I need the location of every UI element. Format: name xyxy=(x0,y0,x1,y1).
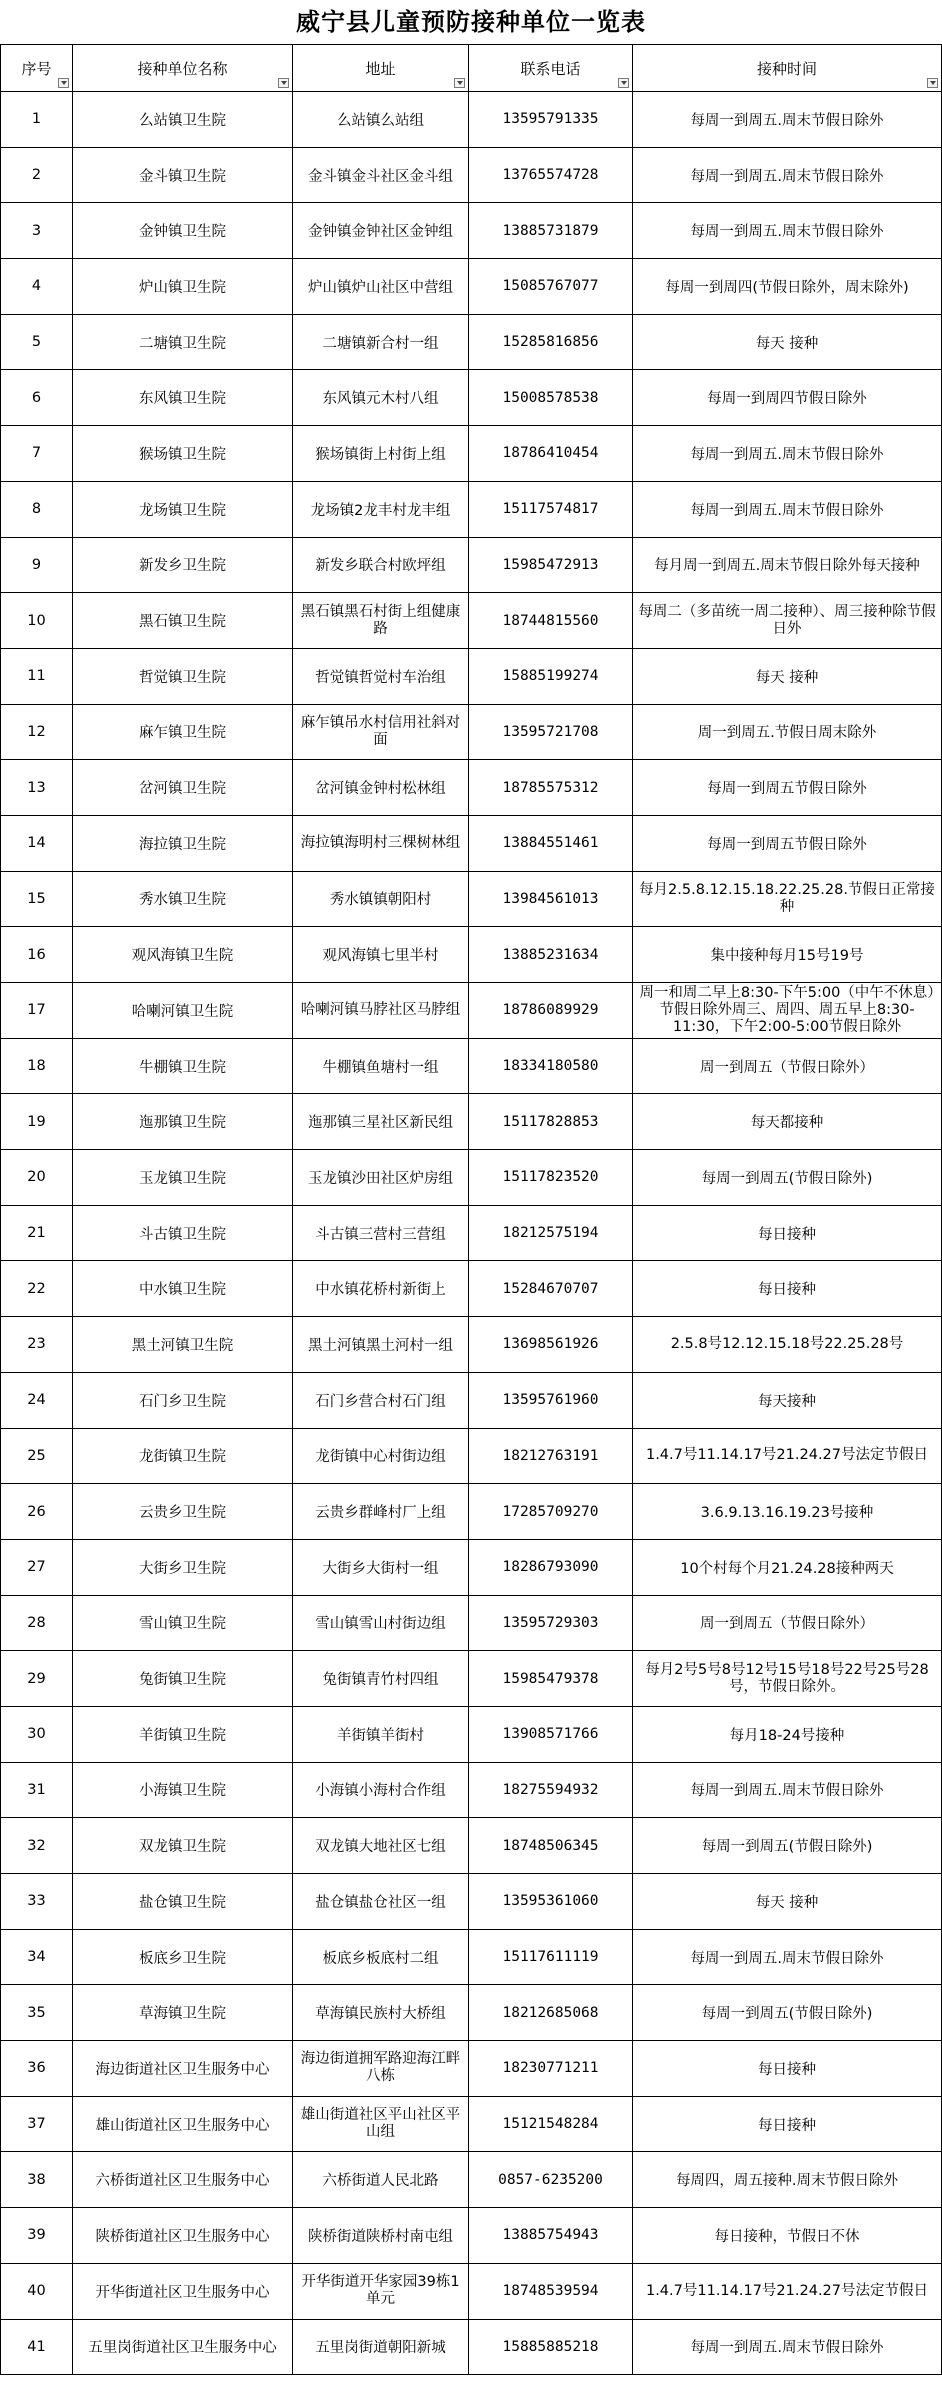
cell-phone[interactable]: 15117828853 xyxy=(469,1094,633,1150)
table-row xyxy=(1,1038,942,1094)
cell-phone[interactable]: 0857-6235200 xyxy=(469,2152,633,2208)
cell-address[interactable]: 陕桥街道陕桥村南屯组 xyxy=(293,2208,469,2264)
cell-unit-name[interactable]: 猴场镇卫生院 xyxy=(73,426,293,482)
cell-unit-name[interactable]: 么站镇卫生院 xyxy=(73,92,293,148)
table-row xyxy=(1,1818,942,1874)
table-row xyxy=(1,1985,942,2041)
cell-phone[interactable]: 18212575194 xyxy=(469,1205,633,1261)
cell-phone[interactable]: 13595361060 xyxy=(469,1874,633,1930)
column-label: 接种时间 xyxy=(756,59,817,78)
cell-unit-name[interactable]: 小海镇卫生院 xyxy=(73,1762,293,1818)
cell-index[interactable]: 11 xyxy=(1,648,73,704)
cell-phone[interactable]: 13885231634 xyxy=(469,927,633,983)
cell-address[interactable]: 草海镇民族村大桥组 xyxy=(293,1985,469,2041)
cell-phone[interactable]: 13698561926 xyxy=(469,1317,633,1373)
cell-phone[interactable]: 15008578538 xyxy=(469,370,633,426)
cell-index[interactable]: 31 xyxy=(1,1762,73,1818)
cell-phone[interactable]: 18786410454 xyxy=(469,426,633,482)
table-row xyxy=(1,1094,942,1150)
cell-schedule[interactable]: 每天 接种 xyxy=(633,1874,942,1930)
column-header-index xyxy=(1,45,73,92)
table-row xyxy=(1,2041,942,2097)
cell-phone[interactable]: 18786089929 xyxy=(469,983,633,1039)
cell-unit-name[interactable]: 玉龙镇卫生院 xyxy=(73,1150,293,1206)
cell-index[interactable]: 9 xyxy=(1,537,73,593)
table-row xyxy=(1,1762,942,1818)
cell-address[interactable]: 牛棚镇鱼塘村一组 xyxy=(293,1038,469,1094)
table-body xyxy=(1,92,942,2375)
cell-phone[interactable]: 15885199274 xyxy=(469,648,633,704)
cell-index[interactable]: 10 xyxy=(1,593,73,649)
cell-index[interactable]: 13 xyxy=(1,760,73,816)
cell-phone[interactable]: 15985472913 xyxy=(469,537,633,593)
cell-address[interactable]: 麻乍镇吊水村信用社斜对面 xyxy=(293,704,469,760)
cell-index[interactable]: 35 xyxy=(1,1985,73,2041)
column-label: 接种单位名称 xyxy=(137,59,228,78)
cell-unit-name[interactable]: 六桥街道社区卫生服务中心 xyxy=(73,2152,293,2208)
cell-index[interactable]: 22 xyxy=(1,1261,73,1317)
table-row xyxy=(1,426,942,482)
cell-schedule[interactable]: 每周二（多苗统一周二接种）、周三接种除节假日外 xyxy=(633,593,942,649)
table-row xyxy=(1,983,942,1039)
filter-dropdown-icon[interactable] xyxy=(454,78,465,88)
cell-schedule[interactable]: 每周一到周四节假日除外 xyxy=(633,370,942,426)
cell-address[interactable]: 海拉镇海明村三棵树林组 xyxy=(293,815,469,871)
cell-index[interactable]: 33 xyxy=(1,1874,73,1930)
cell-index[interactable]: 1 xyxy=(1,92,73,148)
cell-address[interactable]: 东风镇元木村八组 xyxy=(293,370,469,426)
cell-address[interactable]: 观风海镇七里半村 xyxy=(293,927,469,983)
cell-index[interactable]: 29 xyxy=(1,1651,73,1707)
cell-schedule[interactable]: 每日接种 xyxy=(633,2096,942,2152)
cell-index[interactable]: 37 xyxy=(1,2096,73,2152)
cell-schedule[interactable]: 每月周一到周五.周末节假日除外每天接种 xyxy=(633,537,942,593)
cell-address[interactable]: 海边街道拥军路迎海江畔八栋 xyxy=(293,2041,469,2097)
table-row xyxy=(1,1651,942,1707)
cell-schedule[interactable]: 每月18-24号接种 xyxy=(633,1706,942,1762)
table-row xyxy=(1,704,942,760)
cell-index[interactable]: 32 xyxy=(1,1818,73,1874)
cell-schedule[interactable]: 10个村每个月21.24.28接种两天 xyxy=(633,1539,942,1595)
column-header-address xyxy=(293,45,469,92)
cell-schedule[interactable]: 每日接种 xyxy=(633,2041,942,2097)
table-row xyxy=(1,1929,942,1985)
cell-schedule[interactable]: 每月2号5号8号12号15号18号22号25号28号，节假日除外。 xyxy=(633,1651,942,1707)
cell-schedule[interactable]: 1.4.7号11.14.17号21.24.27号法定节假日 xyxy=(633,2263,942,2319)
cell-unit-name[interactable]: 海拉镇卫生院 xyxy=(73,815,293,871)
cell-unit-name[interactable]: 大街乡卫生院 xyxy=(73,1539,293,1595)
cell-address[interactable]: 小海镇小海村合作组 xyxy=(293,1762,469,1818)
cell-schedule[interactable]: 每周一到周五(节假日除外) xyxy=(633,1818,942,1874)
cell-phone[interactable]: 18230771211 xyxy=(469,2041,633,2097)
cell-unit-name[interactable]: 哲觉镇卫生院 xyxy=(73,648,293,704)
cell-phone[interactable]: 18275594932 xyxy=(469,1762,633,1818)
cell-phone[interactable]: 18212763191 xyxy=(469,1428,633,1484)
cell-unit-name[interactable]: 板底乡卫生院 xyxy=(73,1929,293,1985)
cell-index[interactable]: 21 xyxy=(1,1205,73,1261)
cell-unit-name[interactable]: 羊街镇卫生院 xyxy=(73,1706,293,1762)
table-row xyxy=(1,203,942,259)
cell-unit-name[interactable]: 金斗镇卫生院 xyxy=(73,147,293,203)
table-row xyxy=(1,259,942,315)
cell-index[interactable]: 8 xyxy=(1,481,73,537)
table-row xyxy=(1,1539,942,1595)
filter-dropdown-icon[interactable] xyxy=(618,78,629,88)
cell-schedule[interactable]: 每周一到周五(节假日除外) xyxy=(633,1985,942,2041)
cell-unit-name[interactable]: 云贵乡卫生院 xyxy=(73,1484,293,1540)
cell-phone[interactable]: 15117574817 xyxy=(469,481,633,537)
cell-index[interactable]: 41 xyxy=(1,2319,73,2375)
cell-schedule[interactable]: 每周一到周五.周末节假日除外 xyxy=(633,2319,942,2375)
filter-dropdown-icon[interactable] xyxy=(58,78,69,88)
cell-schedule[interactable]: 每周一到周五.周末节假日除外 xyxy=(633,147,942,203)
cell-unit-name[interactable]: 观风海镇卫生院 xyxy=(73,927,293,983)
cell-schedule[interactable]: 每天 接种 xyxy=(633,648,942,704)
cell-address[interactable]: 哲觉镇哲觉村车治组 xyxy=(293,648,469,704)
cell-unit-name[interactable]: 麻乍镇卫生院 xyxy=(73,704,293,760)
cell-index[interactable]: 23 xyxy=(1,1317,73,1373)
cell-index[interactable]: 38 xyxy=(1,2152,73,2208)
cell-index[interactable]: 26 xyxy=(1,1484,73,1540)
cell-index[interactable]: 3 xyxy=(1,203,73,259)
cell-unit-name[interactable]: 中水镇卫生院 xyxy=(73,1261,293,1317)
cell-address[interactable]: 玉龙镇沙田社区炉房组 xyxy=(293,1150,469,1206)
cell-phone[interactable]: 13595791335 xyxy=(469,92,633,148)
cell-schedule[interactable]: 每周一到周四(节假日除外，周末除外) xyxy=(633,259,942,315)
cell-unit-name[interactable]: 石门乡卫生院 xyxy=(73,1372,293,1428)
cell-phone[interactable]: 18748506345 xyxy=(469,1818,633,1874)
cell-index[interactable]: 25 xyxy=(1,1428,73,1484)
page-title: 威宁县儿童预防接种单位一览表 xyxy=(296,8,646,36)
cell-schedule[interactable]: 每天都接种 xyxy=(633,1094,942,1150)
cell-phone[interactable]: 13984561013 xyxy=(469,871,633,927)
cell-phone[interactable]: 13885731879 xyxy=(469,203,633,259)
table-row xyxy=(1,1317,942,1373)
cell-schedule[interactable]: 每日接种 xyxy=(633,1261,942,1317)
table-row xyxy=(1,481,942,537)
cell-unit-name[interactable]: 双龙镇卫生院 xyxy=(73,1818,293,1874)
cell-index[interactable]: 5 xyxy=(1,314,73,370)
table-row xyxy=(1,2319,942,2375)
cell-unit-name[interactable]: 陕桥街道社区卫生服务中心 xyxy=(73,2208,293,2264)
table-row xyxy=(1,1150,942,1206)
cell-address[interactable]: 龙街镇中心村街边组 xyxy=(293,1428,469,1484)
cell-schedule[interactable]: 每周一到周五.周末节假日除外 xyxy=(633,1762,942,1818)
cell-address[interactable]: 盐仓镇盐仓社区一组 xyxy=(293,1874,469,1930)
cell-schedule[interactable]: 3.6.9.13.16.19.23号接种 xyxy=(633,1484,942,1540)
table-row xyxy=(1,1595,942,1651)
cell-phone[interactable]: 15284670707 xyxy=(469,1261,633,1317)
table-row xyxy=(1,2096,942,2152)
cell-index[interactable]: 17 xyxy=(1,983,73,1039)
cell-unit-name[interactable]: 东风镇卫生院 xyxy=(73,370,293,426)
cell-schedule[interactable]: 周一到周五（节假日除外） xyxy=(633,1038,942,1094)
cell-unit-name[interactable]: 兔街镇卫生院 xyxy=(73,1651,293,1707)
cell-address[interactable]: 云贵乡群峰村厂上组 xyxy=(293,1484,469,1540)
cell-unit-name[interactable]: 秀水镇卫生院 xyxy=(73,871,293,927)
cell-address[interactable]: 五里岗街道朝阳新城 xyxy=(293,2319,469,2375)
cell-index[interactable]: 4 xyxy=(1,259,73,315)
cell-schedule[interactable]: 每日接种，节假日不休 xyxy=(633,2208,942,2264)
cell-index[interactable]: 12 xyxy=(1,704,73,760)
cell-phone[interactable]: 15285816856 xyxy=(469,314,633,370)
table-row xyxy=(1,815,942,871)
table-row xyxy=(1,537,942,593)
table-row xyxy=(1,1484,942,1540)
cell-schedule[interactable]: 每周一到周五.周末节假日除外 xyxy=(633,203,942,259)
cell-address[interactable]: 石门乡营合村石门组 xyxy=(293,1372,469,1428)
cell-index[interactable]: 28 xyxy=(1,1595,73,1651)
cell-phone[interactable]: 15117823520 xyxy=(469,1150,633,1206)
cell-phone[interactable]: 13765574728 xyxy=(469,147,633,203)
cell-unit-name[interactable]: 二塘镇卫生院 xyxy=(73,314,293,370)
table-row xyxy=(1,1372,942,1428)
cell-address[interactable]: 中水镇花桥村新街上 xyxy=(293,1261,469,1317)
table-row xyxy=(1,314,942,370)
column-label: 序号 xyxy=(21,59,52,78)
cell-schedule[interactable]: 每周一到周五节假日除外 xyxy=(633,760,942,816)
cell-unit-name[interactable]: 岔河镇卫生院 xyxy=(73,760,293,816)
cell-schedule[interactable]: 2.5.8号12.12.15.18号22.25.28号 xyxy=(633,1317,942,1373)
cell-schedule[interactable]: 每日接种 xyxy=(633,1205,942,1261)
cell-schedule[interactable]: 每周一到周五.周末节假日除外 xyxy=(633,92,942,148)
column-header-unit-name xyxy=(73,45,293,92)
cell-phone[interactable]: 15085767077 xyxy=(469,259,633,315)
cell-phone[interactable]: 18334180580 xyxy=(469,1038,633,1094)
cell-index[interactable]: 16 xyxy=(1,927,73,983)
cell-phone[interactable]: 13885754943 xyxy=(469,2208,633,2264)
cell-phone[interactable]: 18286793090 xyxy=(469,1539,633,1595)
cell-schedule[interactable]: 1.4.7号11.14.17号21.24.27号法定节假日 xyxy=(633,1428,942,1484)
cell-phone[interactable]: 15121548284 xyxy=(469,2096,633,2152)
cell-unit-name[interactable]: 草海镇卫生院 xyxy=(73,1985,293,2041)
cell-address[interactable]: 黑土河镇黑土河村一组 xyxy=(293,1317,469,1373)
table-row xyxy=(1,593,942,649)
cell-schedule[interactable]: 集中接种每月15号19号 xyxy=(633,927,942,983)
cell-address[interactable]: 金斗镇金斗社区金斗组 xyxy=(293,147,469,203)
table-row xyxy=(1,760,942,816)
cell-index[interactable]: 2 xyxy=(1,147,73,203)
table-row xyxy=(1,1874,942,1930)
cell-phone[interactable]: 13595761960 xyxy=(469,1372,633,1428)
cell-schedule[interactable]: 每天 接种 xyxy=(633,314,942,370)
table-row xyxy=(1,871,942,927)
cell-phone[interactable]: 13595721708 xyxy=(469,704,633,760)
column-label: 联系电话 xyxy=(520,59,581,78)
cell-address[interactable]: 兔街镇青竹村四组 xyxy=(293,1651,469,1707)
cell-unit-name[interactable]: 黑石镇卫生院 xyxy=(73,593,293,649)
cell-index[interactable]: 18 xyxy=(1,1038,73,1094)
cell-phone[interactable]: 15117611119 xyxy=(469,1929,633,1985)
table-row xyxy=(1,1261,942,1317)
cell-phone[interactable]: 18785575312 xyxy=(469,760,633,816)
cell-schedule[interactable]: 周一到周五（节假日除外） xyxy=(633,1595,942,1651)
cell-address[interactable]: 黑石镇黑石村街上组健康路 xyxy=(293,593,469,649)
cell-address[interactable]: 大街乡大街村一组 xyxy=(293,1539,469,1595)
cell-schedule[interactable]: 每天接种 xyxy=(633,1372,942,1428)
cell-address[interactable]: 二塘镇新合村一组 xyxy=(293,314,469,370)
cell-unit-name[interactable]: 雪山镇卫生院 xyxy=(73,1595,293,1651)
cell-address[interactable]: 猴场镇街上村街上组 xyxy=(293,426,469,482)
table-row xyxy=(1,92,942,148)
cell-phone[interactable]: 15985479378 xyxy=(469,1651,633,1707)
table-row xyxy=(1,2208,942,2264)
cell-unit-name[interactable]: 黑土河镇卫生院 xyxy=(73,1317,293,1373)
cell-unit-name[interactable]: 雄山街道社区卫生服务中心 xyxy=(73,2096,293,2152)
cell-index[interactable]: 34 xyxy=(1,1929,73,1985)
cell-schedule[interactable]: 每月2.5.8.12.15.18.22.25.28.节假日正常接种 xyxy=(633,871,942,927)
cell-phone[interactable]: 17285709270 xyxy=(469,1484,633,1540)
cell-index[interactable]: 15 xyxy=(1,871,73,927)
table-header-row xyxy=(1,45,942,92)
cell-address[interactable]: 羊街镇羊街村 xyxy=(293,1706,469,1762)
cell-phone[interactable]: 18212685068 xyxy=(469,1985,633,2041)
cell-unit-name[interactable]: 斗古镇卫生院 xyxy=(73,1205,293,1261)
cell-index[interactable]: 40 xyxy=(1,2263,73,2319)
cell-schedule[interactable]: 周一到周五.节假日周末除外 xyxy=(633,704,942,760)
cell-index[interactable]: 19 xyxy=(1,1094,73,1150)
cell-unit-name[interactable]: 龙街镇卫生院 xyxy=(73,1428,293,1484)
cell-schedule[interactable]: 每周四，周五接种.周末节假日除外 xyxy=(633,2152,942,2208)
table-row xyxy=(1,1428,942,1484)
column-header-phone xyxy=(469,45,633,92)
table-row xyxy=(1,2152,942,2208)
table-row xyxy=(1,648,942,704)
cell-schedule[interactable]: 每周一到周五(节假日除外) xyxy=(633,1150,942,1206)
filter-dropdown-icon[interactable] xyxy=(278,78,289,88)
cell-schedule[interactable]: 每周一到周五.周末节假日除外 xyxy=(633,481,942,537)
cell-index[interactable]: 36 xyxy=(1,2041,73,2097)
column-header-schedule xyxy=(633,45,942,92)
cell-unit-name[interactable]: 龙场镇卫生院 xyxy=(73,481,293,537)
cell-unit-name[interactable]: 哈喇河镇卫生院 xyxy=(73,983,293,1039)
cell-unit-name[interactable]: 五里岗街道社区卫生服务中心 xyxy=(73,2319,293,2375)
cell-address[interactable]: 斗古镇三营村三营组 xyxy=(293,1205,469,1261)
table-row xyxy=(1,927,942,983)
cell-unit-name[interactable]: 牛棚镇卫生院 xyxy=(73,1038,293,1094)
cell-address[interactable]: 金钟镇金钟社区金钟组 xyxy=(293,203,469,259)
cell-unit-name[interactable]: 新发乡卫生院 xyxy=(73,537,293,593)
cell-address[interactable]: 迤那镇三星社区新民组 xyxy=(293,1094,469,1150)
cell-schedule[interactable]: 每周一到周五.周末节假日除外 xyxy=(633,426,942,482)
cell-index[interactable]: 14 xyxy=(1,815,73,871)
cell-address[interactable]: 岔河镇金钟村松林组 xyxy=(293,760,469,816)
cell-unit-name[interactable]: 金钟镇卫生院 xyxy=(73,203,293,259)
cell-unit-name[interactable]: 海边街道社区卫生服务中心 xyxy=(73,2041,293,2097)
cell-index[interactable]: 30 xyxy=(1,1706,73,1762)
cell-schedule[interactable]: 周一和周二早上8:30-下午5:00（中午不休息）节假日除外周三、周四、周五早上8:30-11:30，下午2:00-5:00节假日除外 xyxy=(633,983,942,1039)
cell-address[interactable]: 雄山街道社区平山社区平山组 xyxy=(293,2096,469,2152)
cell-unit-name[interactable]: 开华街道社区卫生服务中心 xyxy=(73,2263,293,2319)
cell-index[interactable]: 39 xyxy=(1,2208,73,2264)
table-row xyxy=(1,2263,942,2319)
column-label: 地址 xyxy=(365,59,396,78)
cell-address[interactable]: 秀水镇镇朝阳村 xyxy=(293,871,469,927)
cell-address[interactable]: 板底乡板底村二组 xyxy=(293,1929,469,1985)
table-row xyxy=(1,370,942,426)
table-row xyxy=(1,1706,942,1762)
cell-index[interactable]: 27 xyxy=(1,1539,73,1595)
cell-index[interactable]: 6 xyxy=(1,370,73,426)
cell-index[interactable]: 24 xyxy=(1,1372,73,1428)
cell-address[interactable]: 双龙镇大地社区七组 xyxy=(293,1818,469,1874)
cell-index[interactable]: 7 xyxy=(1,426,73,482)
cell-phone[interactable]: 18748539594 xyxy=(469,2263,633,2319)
cell-address[interactable]: 新发乡联合村欧坪组 xyxy=(293,537,469,593)
cell-address[interactable]: 哈喇河镇马脖社区马脖组 xyxy=(293,983,469,1039)
cell-schedule[interactable]: 每周一到周五节假日除外 xyxy=(633,815,942,871)
cell-phone[interactable]: 13595729303 xyxy=(469,1595,633,1651)
cell-address[interactable]: 开华街道开华家园39栋1单元 xyxy=(293,2263,469,2319)
cell-address[interactable]: 六桥街道人民北路 xyxy=(293,2152,469,2208)
cell-phone[interactable]: 18744815560 xyxy=(469,593,633,649)
cell-unit-name[interactable]: 盐仓镇卫生院 xyxy=(73,1874,293,1930)
vaccination-table xyxy=(0,44,942,2375)
cell-phone[interactable]: 13884551461 xyxy=(469,815,633,871)
filter-dropdown-icon[interactable] xyxy=(927,78,938,88)
cell-index[interactable]: 20 xyxy=(1,1150,73,1206)
cell-unit-name[interactable]: 炉山镇卫生院 xyxy=(73,259,293,315)
cell-address[interactable]: 炉山镇炉山社区中营组 xyxy=(293,259,469,315)
table-row xyxy=(1,1205,942,1261)
cell-address[interactable]: 么站镇么站组 xyxy=(293,92,469,148)
cell-phone[interactable]: 15885885218 xyxy=(469,2319,633,2375)
cell-phone[interactable]: 13908571766 xyxy=(469,1706,633,1762)
cell-schedule[interactable]: 每周一到周五.周末节假日除外 xyxy=(633,1929,942,1985)
table-row xyxy=(1,147,942,203)
cell-address[interactable]: 雪山镇雪山村街边组 xyxy=(293,1595,469,1651)
cell-address[interactable]: 龙场镇2龙丰村龙丰组 xyxy=(293,481,469,537)
cell-unit-name[interactable]: 迤那镇卫生院 xyxy=(73,1094,293,1150)
